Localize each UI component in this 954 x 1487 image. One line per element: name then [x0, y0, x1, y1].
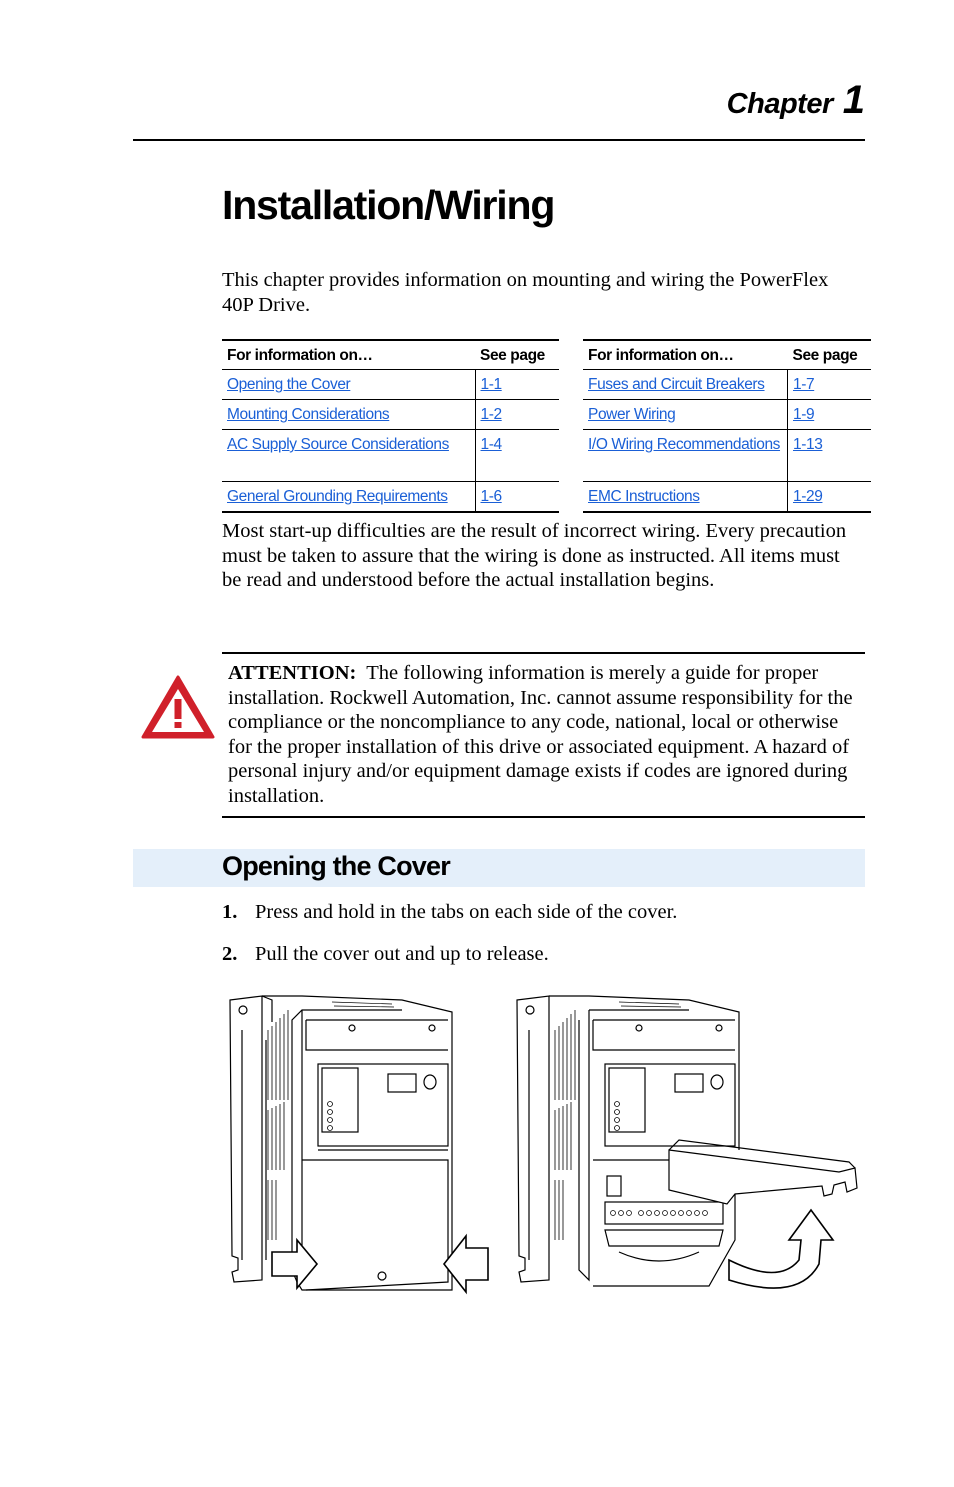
toc-link-fuses[interactable]: Fuses and Circuit Breakers [588, 376, 765, 393]
toc-link-emc[interactable]: EMC Instructions [588, 488, 700, 505]
toc-table-left [222, 339, 559, 513]
step-number: 2. [222, 943, 238, 965]
table-row [583, 482, 871, 513]
toc-link-grounding[interactable]: General Grounding Requirements [227, 488, 448, 505]
toc-page-link[interactable]: 1-4 [480, 436, 502, 453]
warning-triangle-icon [140, 674, 216, 740]
toc-page-link[interactable]: 1-13 [793, 436, 823, 453]
intro-paragraph: This chapter provides information on mounting and wiring the PowerFlex 40P Drive. [222, 269, 829, 316]
table-row [583, 430, 871, 482]
step-item [222, 943, 549, 966]
step-number: 1. [222, 901, 238, 923]
table-row [222, 482, 559, 513]
table-row [583, 370, 871, 400]
toc-link-io-wiring[interactable]: I/O Wiring Recommendations [588, 436, 781, 453]
step-text: Press and hold in the tabs on each side of the cover. [255, 901, 678, 923]
attention-label: ATTENTION: [228, 662, 357, 684]
toc-link-opening-cover[interactable]: Opening the Cover [227, 376, 351, 393]
page-title: Installation/Wiring [222, 182, 555, 228]
toc-link-ac-supply[interactable]: AC Supply Source Considerations [227, 436, 449, 453]
step-text: Pull the cover out and up to release. [255, 943, 549, 965]
step-item [222, 901, 677, 924]
wiring-paragraph: Most start-up difficulties are the result of incorrect wiring. Every precaution must be taken to assure that the wiring is done as instructed. All items must be read and understood before the actual installation begins. [222, 520, 847, 592]
toc-header-topic: For information on… [583, 340, 788, 370]
table-row [222, 430, 559, 482]
toc-header-page: See page [475, 340, 559, 370]
chapter-header [727, 78, 865, 123]
toc-table-right [583, 339, 871, 513]
attention-rule-top [222, 652, 865, 654]
header-rule [133, 139, 865, 141]
attention-rule-bottom [222, 816, 865, 818]
toc-link-mounting[interactable]: Mounting Considerations [227, 406, 390, 423]
drive-open-drawing [517, 996, 857, 1288]
drive-closed-drawing [230, 996, 488, 1292]
section-title: Opening the Cover [222, 851, 450, 881]
cover-removal-illustration [222, 990, 862, 1295]
table-row [222, 400, 559, 430]
chapter-word: Chapter [726, 88, 833, 120]
table-row [222, 370, 559, 400]
toc-page-link[interactable]: 1-29 [793, 488, 823, 505]
chapter-number: 1 [842, 78, 865, 122]
toc-page-link[interactable]: 1-9 [793, 406, 815, 423]
toc-page-link[interactable]: 1-6 [480, 488, 502, 505]
toc-header-topic: For information on… [222, 340, 475, 370]
table-row [583, 400, 871, 430]
toc-link-power-wiring[interactable]: Power Wiring [588, 406, 676, 423]
attention-text: The following information is merely a guide for proper installation. Rockwell Automation, Inc. cannot assume responsibility for the compliance or the noncompliance to any code, national, local or otherwise for the proper installation of this drive or associated equipment. A hazard of personal injury and/or equipment damage exists if codes are ignored during installation. [228, 662, 853, 807]
attention-block [228, 661, 863, 809]
toc-page-link[interactable]: 1-1 [480, 376, 502, 393]
toc-page-link[interactable]: 1-7 [793, 376, 815, 393]
toc-page-link[interactable]: 1-2 [480, 406, 502, 423]
toc-header-page: See page [788, 340, 872, 370]
